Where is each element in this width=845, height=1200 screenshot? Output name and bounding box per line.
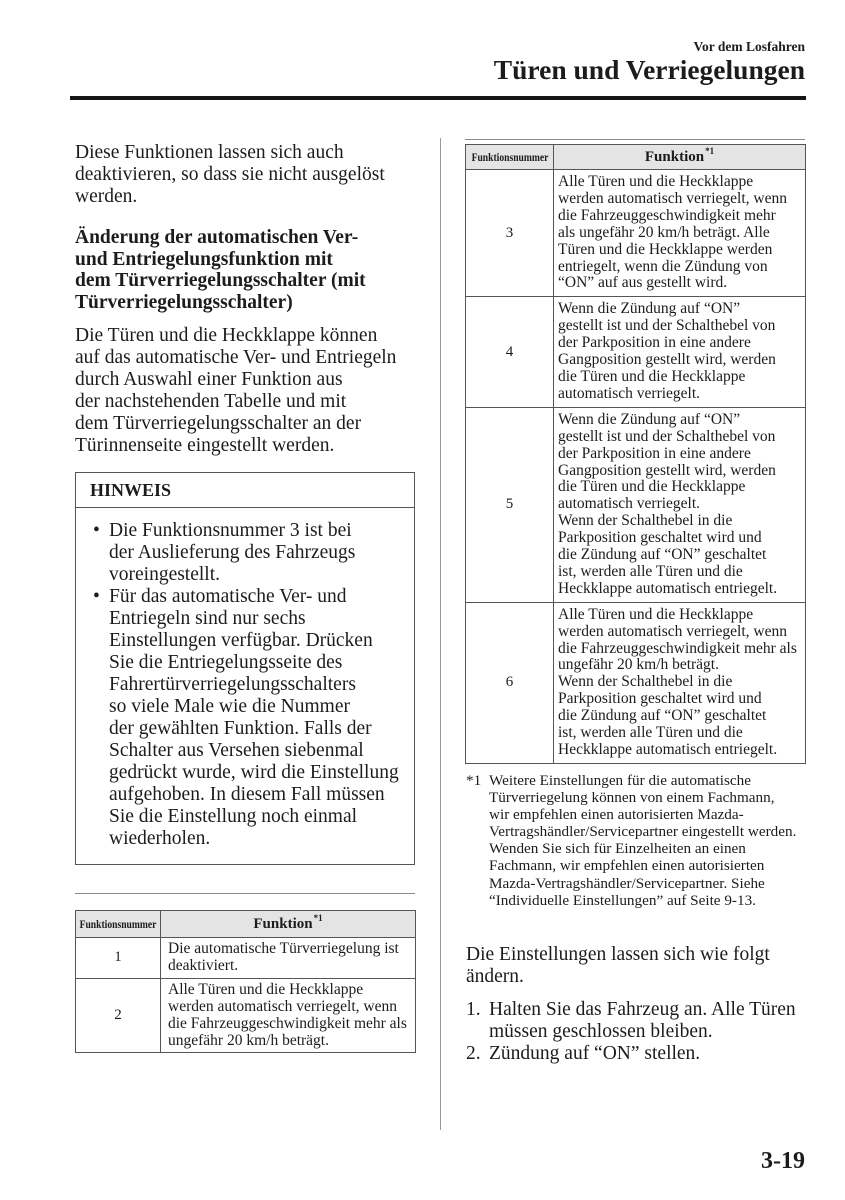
function-description-cell: Alle Türen und die Heckklappe werden automatisch verriegelt, wenn die Fahrzeuggeschwindigkeit mehr als ungefähr 20 km/h beträgt. Alle Türen und die Heckklappe werden entriegelt, wenn die Zündung von “ON” auf aus gestellt wird. <box>554 170 806 297</box>
table-row <box>466 407 806 602</box>
column-header-number-label: Funktionsnummer <box>471 150 548 164</box>
table-row <box>76 978 416 1053</box>
table-separator <box>465 139 805 140</box>
table-separator <box>75 893 415 894</box>
note-item-text: Die Funktionsnummer 3 ist bei der Auslieferung des Fahrzeugs voreingestellt. <box>109 520 356 585</box>
step-number: 1. <box>466 999 481 1020</box>
column-header-number-label: Funktionsnummer <box>79 917 157 931</box>
step-text: Zündung auf “ON” stellen. <box>489 1043 701 1064</box>
note-item <box>76 520 414 586</box>
function-number-cell: 4 <box>466 297 554 407</box>
section-label: Vor dem Losfahren <box>693 39 805 54</box>
function-number-cell: 3 <box>466 170 554 297</box>
table-header-row <box>466 145 806 170</box>
page-number: 3-19 <box>761 1148 805 1174</box>
intro-paragraph: Diese Funktionen lassen sich auch deaktivieren, so dass sie nicht ausgelöst werden. <box>75 142 385 207</box>
procedure-step <box>466 999 796 1043</box>
function-description-cell: Alle Türen und die Heckklappe werden automatisch verriegelt, wenn die Fahrzeuggeschwindigkeit mehr als ungefähr 20 km/h beträgt. <box>161 978 416 1053</box>
function-description-cell: Wenn die Zündung auf “ON” gestellt ist und der Schalthebel von der Parkposition in eine andere Gangposition gestellt wird, werden die Türen und die Heckklappe automatisch verriegelt. Wenn der Schalthebel in die Parkposition geschaltet wird und die Zündung auf “ON” geschaltet ist, werden alle Türen und die Heckklappe automatisch entriegelt. <box>554 407 806 602</box>
table-row <box>76 938 416 979</box>
procedure-step <box>466 1043 796 1065</box>
function-number-cell: 1 <box>76 938 161 979</box>
function-number-cell: 2 <box>76 978 161 1053</box>
column-header-function <box>554 145 806 170</box>
step-number: 2. <box>466 1043 481 1064</box>
column-header-number <box>76 911 161 938</box>
body-paragraph: Die Türen und die Heckklappe können auf das automatische Ver- und Entriegeln durch Auswahl einer Funktion aus der nachstehenden Tabelle und mit dem Türverriegelungsschalter an der Türinnenseite eingestellt werden. <box>75 325 397 456</box>
bullet-marker: • <box>93 586 100 607</box>
table-row <box>466 170 806 297</box>
procedure-list <box>466 999 796 1065</box>
title-rule <box>70 96 806 100</box>
function-number-cell: 5 <box>466 407 554 602</box>
table-header-row <box>76 911 416 938</box>
function-description-cell: Alle Türen und die Heckklappe werden automatisch verriegelt, wenn die Fahrzeuggeschwindigkeit mehr als ungefähr 20 km/h beträgt. Wenn der Schalthebel in die Parkposition geschaltet wird und die Zündung auf “ON” geschaltet ist, werden alle Türen und die Heckklappe automatisch entriegelt. <box>554 602 806 763</box>
column-divider <box>440 138 441 1130</box>
bullet-marker: • <box>93 520 100 541</box>
column-header-number <box>466 145 554 170</box>
column-header-function-label: Funktion <box>644 149 705 165</box>
table-row <box>466 602 806 763</box>
note-title: HINWEIS <box>76 473 414 508</box>
table-row <box>466 297 806 407</box>
function-description-cell: Wenn die Zündung auf “ON” gestellt ist und der Schalthebel von der Parkposition in eine andere Gangposition gestellt wird, werden die Türen und die Heckklappe automatisch verriegelt. <box>554 297 806 407</box>
function-table-continued <box>465 144 806 764</box>
footnote-ref: *1 <box>313 913 323 923</box>
footnote <box>466 772 796 909</box>
column-header-function <box>161 911 416 938</box>
footnote-ref: *1 <box>705 146 715 156</box>
note-box <box>75 472 415 865</box>
function-table <box>75 910 416 1053</box>
section-heading: Änderung der automatischen Ver- und Entriegelungsfunktion mit dem Türverriegelungsschalter (mit Türverriegelungsschalter) <box>75 227 366 314</box>
function-number-cell: 6 <box>466 602 554 763</box>
page-title: Türen und Verriegelungen <box>493 54 805 85</box>
procedure-intro: Die Einstellungen lassen sich wie folgt ändern. <box>466 944 770 987</box>
footnote-marker: *1 <box>466 772 482 789</box>
note-item <box>76 586 414 850</box>
step-text: Halten Sie das Fahrzeug an. Alle Türen müssen geschlossen bleiben. <box>489 999 796 1042</box>
note-item-text: Für das automatische Ver- und Entriegeln sind nur sechs Einstellungen verfügbar. Drücken Sie die Entriegelungsseite des Fahrertürverriegelungsschalters so viele Male wie die Nummer der gewählten Funktion. Falls der Schalter aus Versehen siebenmal gedrückt wurde, wird die Einstellung aufgehoben. In diesem Fall müssen Sie die Einstellung noch einmal wiederholen. <box>109 586 399 849</box>
column-header-function-label: Funktion <box>253 916 313 932</box>
footnote-text: Weitere Einstellungen für die automatische Türverriegelung können von einem Fachmann, wir empfehlen einen autorisierten Mazda- Vertragshändler/Servicepartner eingestellt werden. Wenden Sie sich für Einzelheiten an einen Fachmann, wir empfehlen einen autorisierten Mazda-Vertragshändler/Servicepartner. Siehe “Individuelle Einstellungen” auf Seite 9-13. <box>489 772 797 909</box>
note-list <box>76 508 414 850</box>
function-description-cell: Die automatische Türverriegelung ist deaktiviert. <box>161 938 416 979</box>
